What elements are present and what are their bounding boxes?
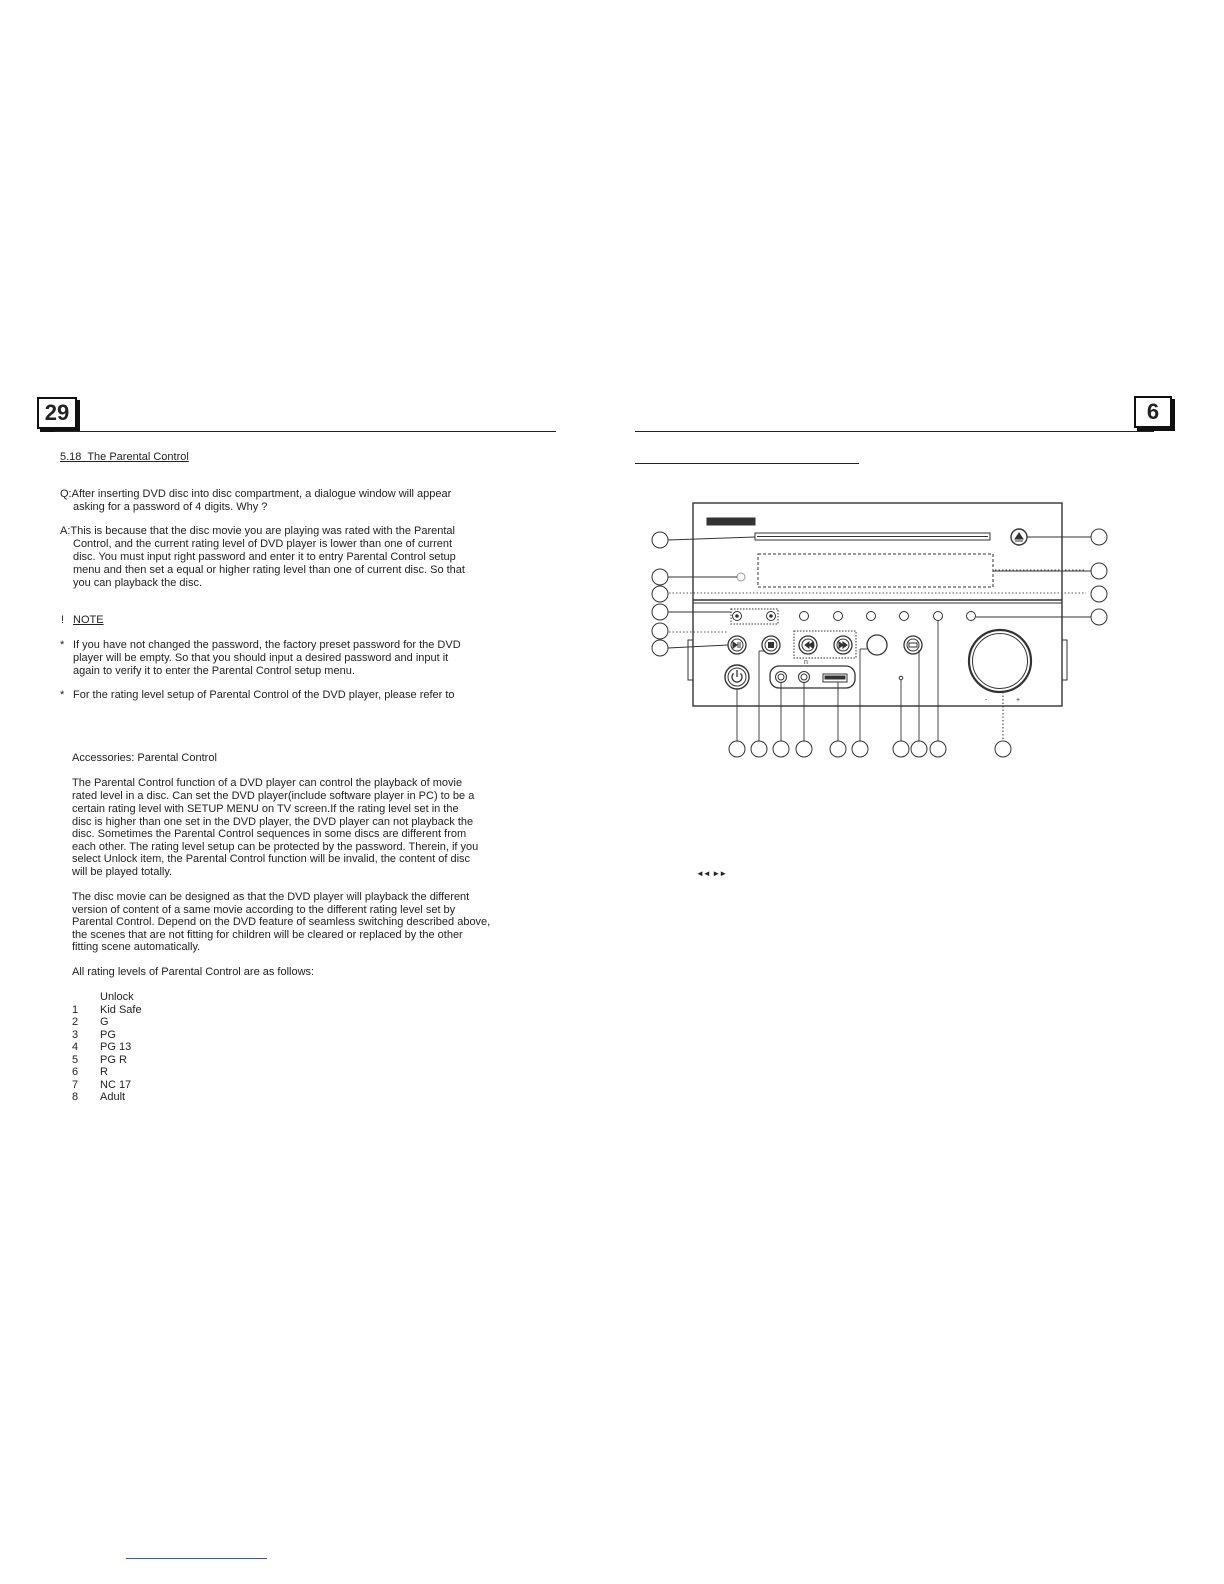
note-item-2-line-1: For the rating level setup of Parental Control of the DVD player, please refer to [73,689,455,701]
indicator-dot [899,676,903,680]
jack-socket [776,672,787,683]
callout-marker [652,569,668,585]
side-knob-right [1062,640,1067,680]
answer-line-3: disc. You must input right password and enter it to entry Parental Control setup [73,551,456,563]
panel-button [867,612,876,621]
rating-label: Adult [100,1091,126,1103]
callout-marker [830,741,846,757]
note-mark: ! [61,614,65,626]
eject-icon [1015,533,1023,541]
rating-label: PG 13 [100,1041,132,1053]
search-icons: ◄◄ ►► [696,869,727,878]
answer-line-1: A:This is because that the disc movie you are playing was rated with the Parental [60,525,455,537]
ratings-intro: All rating levels of Parental Control are as follows: [72,966,315,978]
display-window [758,554,993,587]
jack-socket [799,672,810,683]
callout-marker [1091,563,1107,579]
rating-number: 5 [72,1054,79,1066]
callout-marker [1091,609,1107,625]
para2-line: Parental Control. Depend on the DVD feature of seamless switching described above, [72,916,491,928]
note-item-1-line-3: again to verify it to enter the Parental Control setup menu. [73,665,355,677]
stop-icon [769,643,774,648]
page-number-left: 29 [37,397,77,429]
rating-number: 3 [72,1029,79,1041]
callout-marker [652,623,668,639]
answer-line-4: menu and then set a equal or higher rating level than one of current disc. So that [73,564,465,576]
rating-number: 6 [72,1066,79,1078]
rating-label: NC 17 [100,1079,132,1091]
panel-button [967,612,976,621]
para1-line: rated level in a disc. Can set the DVD player(include software player in PC) to be a [72,790,475,802]
rating-label: PG [100,1029,116,1041]
note-bullet-2: * [60,689,65,701]
header-rule-left [55,431,556,432]
para1-line: disc is higher than one set in the DVD player, the DVD player can not playback the [72,816,474,828]
volume-minus-label: - [985,697,988,704]
callout-marker [1091,586,1107,602]
para1-line: will be played totally. [72,866,173,878]
accessories-title: Accessories: Parental Control [72,752,217,764]
rating-label: PG R [100,1054,127,1066]
next-icon [839,642,847,648]
note-item-1-line-1: If you have not changed the password, the factory preset password for the DVD [73,639,461,651]
callout-marker [930,741,946,757]
brand-logo-icon [707,518,755,525]
para2-line: The disc movie can be designed as that the DVD player will playback the different [72,891,470,903]
callout-marker [729,741,745,757]
callout-marker [1091,529,1107,545]
para1-line: select Unlock item, the Parental Control function will be invalid, the content of disc [72,853,471,865]
callout-marker [852,741,868,757]
page-number-right: 6 [1134,396,1172,428]
dvd-front-panel-diagram [640,495,1120,765]
note-bullet-1: * [60,639,65,651]
section-rule-right [635,463,859,464]
para1-line: certain rating level with SETUP MENU on TV screen.If the rating level set in the [72,803,459,815]
panel-button [934,612,943,621]
callout-marker [652,586,668,602]
ir-sensor [737,573,745,581]
play-pause-icon [733,642,740,648]
para2-line: the scenes that are not fitting for children will be cleared or replaced by the other [72,929,463,941]
rating-label: R [100,1066,108,1078]
rating-label: G [100,1016,109,1028]
para2-line: version of content of a same movie according to the different rating level set by [72,904,456,916]
callout-marker [652,532,668,548]
panel-button [834,612,843,621]
para1-line: each other. The rating level setup can be protected by the password. Therein, if you [72,841,479,853]
callout-marker [893,741,909,757]
question-line-2: asking for a password of 4 digits. Why ? [73,501,268,513]
answer-line-5: you can playback the disc. [73,577,203,589]
source-icon [909,643,917,647]
header-rule-right [635,431,1154,432]
rating-label: Unlock [100,991,134,1003]
callout-marker [911,741,927,757]
question-line-1: Q:After inserting DVD disc into disc compartment, a dialogue window will appear [60,488,452,500]
power-icon [732,670,742,682]
callout-marker [796,741,812,757]
panel-button [800,612,809,621]
large-button [867,635,887,655]
rating-number: 8 [72,1091,79,1103]
callout-marker [751,741,767,757]
para2-line: fitting scene automatically. [72,941,201,953]
note-item-1-line-2: player will be empty. So that you should input a desired password and input it [73,652,449,664]
side-knob-left [688,640,693,680]
volume-plus-label: + [1016,697,1021,704]
para1-line: The Parental Control function of a DVD player can control the playback of movie [72,777,463,789]
footer-link-rule [126,1558,267,1559]
usb-top-label: n [804,659,808,666]
rating-number: 7 [72,1079,79,1091]
callout-marker [652,604,668,620]
rating-label: Kid Safe [100,1004,142,1016]
callout-marker [652,640,668,656]
callout-marker [995,741,1011,757]
answer-line-2: Control, and the current rating level of DVD player is lower than one of current [73,538,453,550]
rating-number: 1 [72,1004,79,1016]
callout-marker [773,741,789,757]
section-title: 5.18 The Parental Control [60,451,189,463]
previous-icon [805,642,813,648]
rating-number: 2 [72,1016,79,1028]
volume-knob [969,630,1031,692]
note-label: NOTE [73,614,104,626]
rating-number: 4 [72,1041,79,1053]
para1-line: disc. Sometimes the Parental Control sequences in some discs are different from [72,828,467,840]
panel-button [900,612,909,621]
